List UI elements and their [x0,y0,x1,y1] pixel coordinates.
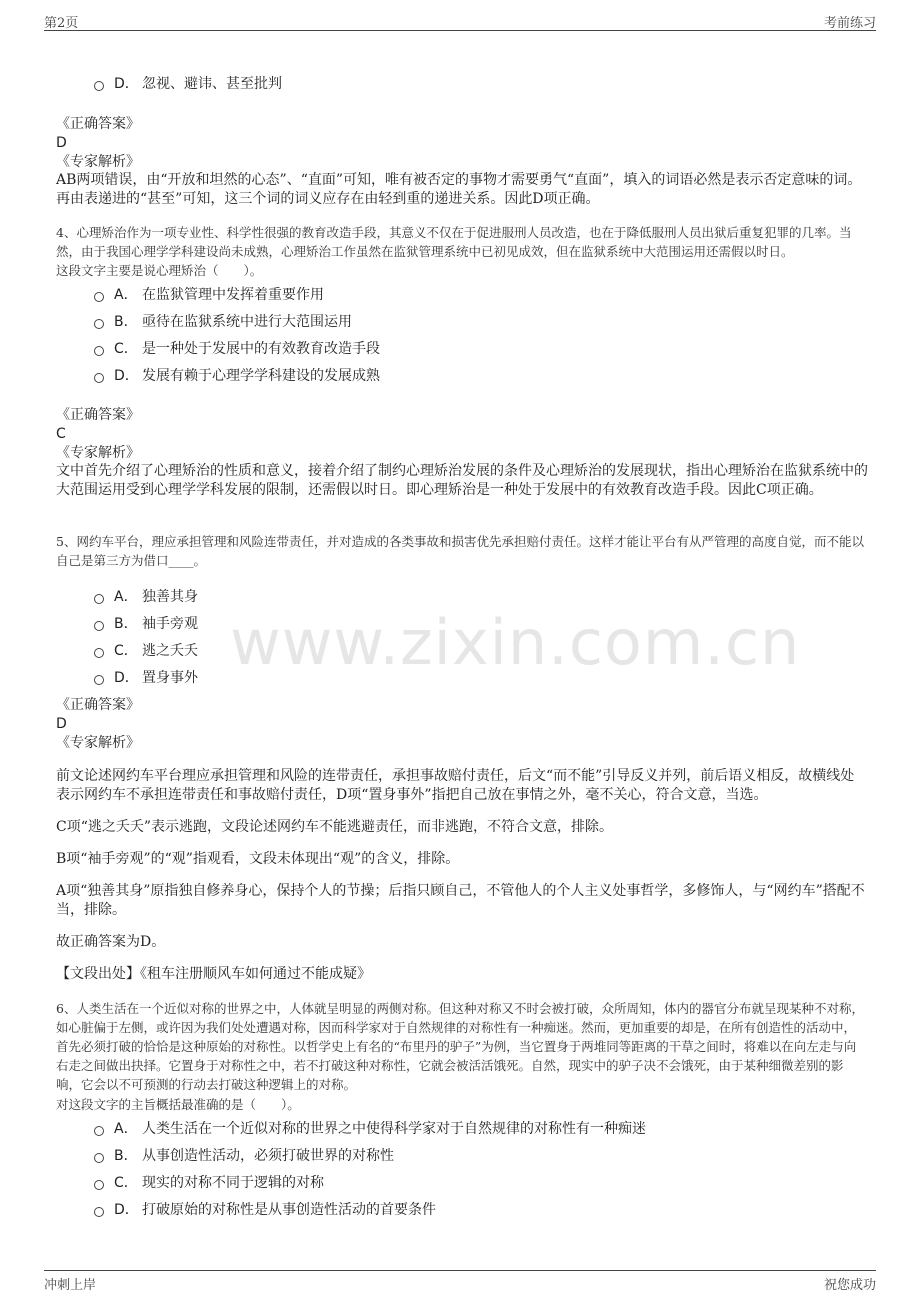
radio-icon[interactable] [94,675,104,685]
footer-right: 祝您成功 [823,1278,876,1293]
q4-analysis: 文中首先介绍了心理矫治的性质和意义，接着介绍了制约心理矫治发展的条件及心理矫治的发展现状，指出心理矫治在监狱系统中的大范围运用受到心理学学科发展的限制，还需假以时日。即心理矫治是一种处于发展中的有效教育改造手段。因此C项正确。 [56,463,868,498]
q4-stem: 4、心理矫治作为一项专业性、科学性很强的教育改造手段，其意义不仅在于促进服刑人员改造，也在于降低服刑人员出狱后重复犯罪的几率。当然，由于我国心理学学科建设尚未成熟，心理矫治工作虽然在监狱管理系统中已初见成效，但在监狱系统中大范围运用还需假以时日。 [56,225,852,259]
q3-option-d[interactable]: D． 忽视、避讳、甚至批判 [94,73,282,93]
q4-answer: C [56,426,66,442]
radio-icon[interactable] [94,594,104,604]
radio-icon[interactable] [94,373,104,383]
q5-answer-label: 《正确答案》 [56,697,140,713]
q3-answer-label: 《正确答案》 [56,116,140,132]
q4-answer-label: 《正确答案》 [56,407,140,423]
radio-icon[interactable] [94,292,104,302]
watermark: www.zixin.com.cn [230,606,801,679]
q6-stem: 6、人类生活在一个近似对称的世界之中，人体就呈明显的两侧对称。但这种对称又不时会被打破，众所周知，体内的器官分布就呈现某种不对称，如心脏偏于左侧，或许因为我们处处遭遇对称，因而科学家对于自然规律的对称性有一种痴迷。然而，更加重要的却是，在所有创造性的活动中，首先必须打破的恰恰是这种原始的对称性。以哲学史上有名的“布里丹的驴子”为例，当它置身于两堆同等距离的干草之间时，将难以在向左走与向右走之间做出抉择。它置身于对称性之中，若不打破这种对称性，它就会被活活饿死。自然，现实中的驴子决不会饿死，由于某种细微差别的影响，它会以不可预测的行动去打破这种逻辑上的对称。 [56,1001,864,1092]
q5-stem: 5、网约车平台，理应承担管理和风险连带责任，并对造成的各类事故和损害优先承担赔付责任。这样才能让平台有从严管理的高度自觉，而不能以自己是第三方为借口____。 [56,534,864,568]
radio-icon[interactable] [94,1207,104,1217]
radio-icon[interactable] [94,346,104,356]
page-header [44,10,876,31]
q4-analysis-label: 《专家解析》 [56,445,140,461]
q3-analysis: AB两项错误，由“开放和坦然的心态”、“直面”可知，唯有被否定的事物才需要勇气“直面”，填入的词语必然是表示否定意味的词。再由表递进的“甚至”可知，这三个词的词义应存在由轻到重的递进关系。因此D项正确。 [56,172,862,207]
radio-icon[interactable] [94,1180,104,1190]
q4-option-a[interactable]: A． 在监狱管理中发挥着重要作用 [94,284,324,304]
radio-icon[interactable] [94,1126,104,1136]
q6-option-b[interactable]: B． 从事创造性活动，必须打破世界的对称性 [94,1145,394,1165]
q3-answer: D [56,135,67,151]
page-footer [44,1270,876,1293]
q4-question: 这段文字主要是说心理矫治（ ）。 [56,263,263,278]
q5-analysis-para-2: C项“逃之夭夭”表示逃跑，文段论述网约车不能逃避责任，而非逃跑，不符合文意，排除。 [56,819,614,835]
q4-option-b[interactable]: B． 亟待在监狱系统中进行大范围运用 [94,311,352,331]
q3-analysis-label: 《专家解析》 [56,154,140,170]
header-label: 考前练习 [823,16,876,31]
q4-option-d[interactable]: D． 发展有赖于心理学学科建设的发展成熟 [94,365,380,385]
footer-left: 冲刺上岸 [44,1278,97,1293]
radio-icon[interactable] [94,81,104,91]
q5-source: 【文段出处】《租车注册顺风车如何通过不能成疑》 [56,966,371,982]
q6-option-d[interactable]: D． 打破原始的对称性是从事创造性活动的首要条件 [94,1199,436,1219]
q5-analysis-para-4: A项“独善其身”原指独自修养身心，保持个人的节操；后指只顾自己，不管他人的个人主义处事哲学，多修饰人，与“网约车”搭配不当，排除。 [56,883,865,918]
radio-icon[interactable] [94,1153,104,1163]
q5-analysis-para-3: B项“袖手旁观”的“观”指观看，文段未体现出“观”的含义，排除。 [56,851,460,867]
q5-answer: D [56,716,67,732]
q6-option-c[interactable]: C． 现实的对称不同于逻辑的对称 [94,1172,324,1192]
q5-analysis-para-5: 故正确答案为D。 [56,934,166,950]
q5-analysis-label: 《专家解析》 [56,735,140,751]
q5-option-a[interactable]: A． 独善其身 [94,586,198,606]
q4-option-c[interactable]: C． 是一种处于发展中的有效教育改造手段 [94,338,380,358]
radio-icon[interactable] [94,648,104,658]
q5-option-b[interactable]: B． 袖手旁观 [94,613,198,633]
radio-icon[interactable] [94,621,104,631]
q5-option-d[interactable]: D． 置身事外 [94,667,198,687]
radio-icon[interactable] [94,319,104,329]
q6-option-a[interactable]: A． 人类生活在一个近似对称的世界之中使得科学家对于自然规律的对称性有一种痴迷 [94,1118,646,1138]
q6-question: 对这段文字的主旨概括最准确的是（ ）。 [56,1097,300,1112]
q5-analysis-para-1: 前文论述网约车平台理应承担管理和风险的连带责任，承担事故赔付责任，后文“而不能”引导反义并列，前后语义相反，故横线处表示网约车不承担连带责任和事故赔付责任，D项“置身事外”指把自己放在事情之外，毫不关心，符合文意，当选。 [56,768,855,803]
page-number: 第2页 [44,16,79,31]
q5-option-c[interactable]: C． 逃之夭夭 [94,640,198,660]
